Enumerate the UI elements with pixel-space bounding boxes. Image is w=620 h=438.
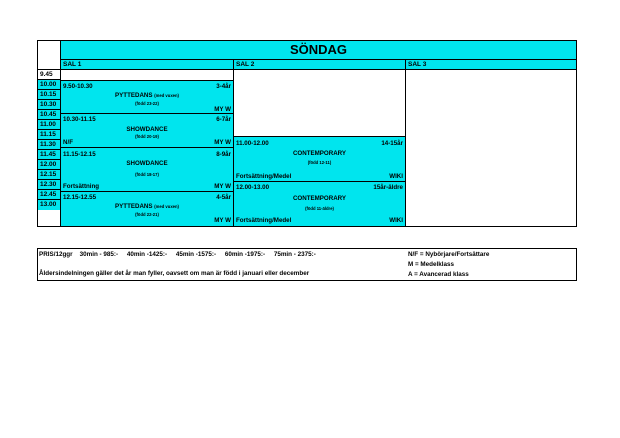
age-note: Åldersindelningen gäller det år man fyller, oavsett om man är född i januari eller december xyxy=(39,270,310,277)
time-slot: 10.15 xyxy=(38,90,60,100)
price-line: PRIS/12ggr 30min - 985:- 40min -1425:- 45min -1575:- 60min -1975:- 75min - 2375:- xyxy=(39,251,316,258)
info-box xyxy=(37,248,577,281)
class-teacher: MY W xyxy=(214,183,231,190)
class-time: 11.15-12.15 xyxy=(63,151,96,158)
class-block-contemporary-1 xyxy=(234,136,406,182)
class-name: PYTTEDANS xyxy=(115,92,153,99)
time-slot: 13.00 xyxy=(38,200,60,210)
class-time: 9.50-10.30 xyxy=(63,83,93,90)
hall-header-sal3: SAL 3 xyxy=(406,60,576,70)
class-teacher: MY W xyxy=(214,139,231,146)
time-slot: 11.15 xyxy=(38,130,60,140)
class-name: CONTEMPORARY xyxy=(292,150,347,157)
class-born: (född 11-äldre) xyxy=(305,206,334,211)
class-born: (född 12-11) xyxy=(307,160,332,165)
class-level: Fortsättning/Medel xyxy=(236,173,292,180)
time-slot: 10.00 xyxy=(38,80,60,90)
class-born: (född 23-22) xyxy=(135,101,159,106)
class-name: SHOWDANCE xyxy=(126,160,168,167)
class-block-pyttedans-2 xyxy=(61,192,234,226)
class-level: Fortsättning/Medel xyxy=(236,217,292,224)
class-age: 15år-äldre xyxy=(373,184,403,191)
class-name: CONTEMPORARY xyxy=(292,195,347,202)
time-slot: 12.15 xyxy=(38,170,60,180)
class-name-note: (med vuxen) xyxy=(154,204,179,209)
class-time: 12.15-12.55 xyxy=(63,194,97,201)
class-block-contemporary-2 xyxy=(234,182,406,226)
class-block-showdance-1 xyxy=(61,114,234,148)
class-age: 3-4år xyxy=(216,83,231,90)
class-block-showdance-2 xyxy=(61,148,234,192)
class-time: 10.30-11.15 xyxy=(63,116,96,123)
class-age: 4-5år xyxy=(216,194,231,201)
time-slot: 12.45 xyxy=(38,190,60,200)
time-slot: 12.30 xyxy=(38,180,60,190)
class-level: Fortsättning xyxy=(63,183,100,190)
class-time: 11.00-12.00 xyxy=(236,140,269,147)
day-title: SÖNDAG xyxy=(61,41,576,60)
class-name: SHOWDANCE xyxy=(126,126,168,133)
class-teacher: WIKI xyxy=(389,217,403,224)
time-slot: 12.00 xyxy=(38,160,60,170)
class-born: (född 22-21) xyxy=(135,212,159,217)
class-age: 8-9år xyxy=(216,151,231,158)
class-age: 6-7år xyxy=(216,116,231,123)
time-slot: 11.00 xyxy=(38,120,60,130)
class-level: N/F xyxy=(63,139,73,146)
class-name: PYTTEDANS xyxy=(115,203,153,210)
time-slot: 11.30 xyxy=(38,140,60,150)
class-born: (född 18-17) xyxy=(135,172,159,177)
time-column-header xyxy=(38,41,61,70)
time-slot: 10.30 xyxy=(38,100,60,110)
legend-m: M = Medelklass xyxy=(408,261,455,268)
hall-header-sal1: SAL 1 xyxy=(61,60,234,70)
class-age: 14-15år xyxy=(381,140,403,147)
class-born: (född 20-19) xyxy=(135,134,159,139)
class-time: 12.00-13.00 xyxy=(236,184,270,191)
time-column xyxy=(38,70,61,226)
class-teacher: WIKI xyxy=(389,173,403,180)
time-slot: 10.45 xyxy=(38,110,60,120)
class-teacher: MY W xyxy=(214,217,231,224)
class-teacher: MY W xyxy=(214,106,231,113)
legend-a: A = Avancerad klass xyxy=(408,271,469,278)
time-slot: 9.45 xyxy=(38,70,60,80)
class-name-note: (med vuxen) xyxy=(154,93,179,98)
class-block-pyttedans-1 xyxy=(61,80,234,114)
time-slot: 11.45 xyxy=(38,150,60,160)
legend-nf: N/F = Nybörjare/Fortsättare xyxy=(408,251,490,258)
hall-header-sal2: SAL 2 xyxy=(234,60,406,70)
